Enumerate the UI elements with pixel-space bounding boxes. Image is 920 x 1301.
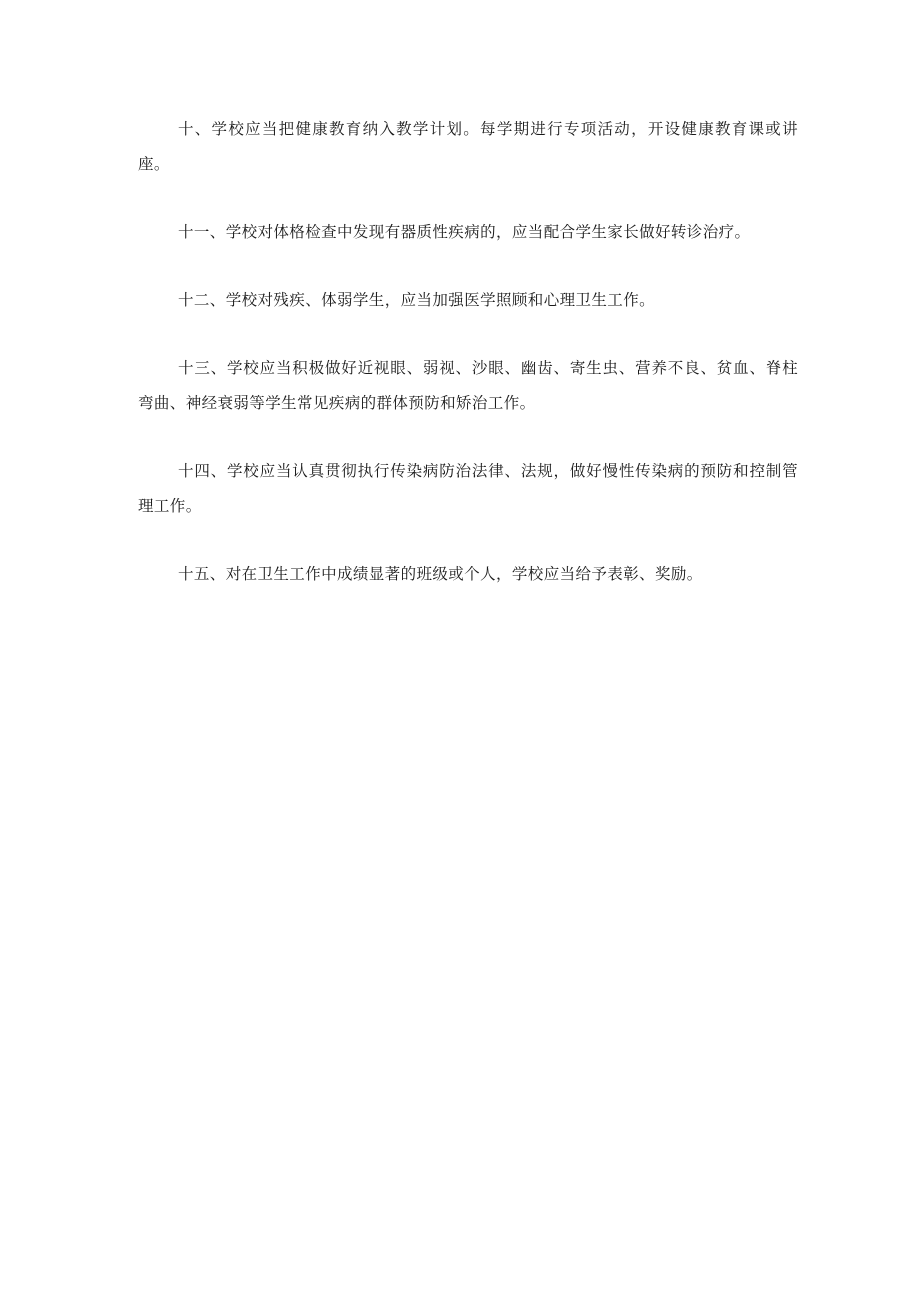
paragraph-article-11: 十一、学校对体格检查中发现有器质性疾病的，应当配合学生家长做好转诊治疗。 — [178, 223, 751, 241]
paragraph-article-13: 十三、学校应当积极做好近视眼、弱视、沙眼、幽齿、寄生虫、营养不良、贫血、脊柱弯曲、神经衰弱等学生常见疾病的群体预防和矫治工作。 — [138, 359, 798, 412]
paragraph-article-14: 十四、学校应当认真贯彻执行传染病防治法律、法规，做好慢性传染病的预防和控制管理工作。 — [138, 462, 798, 515]
paragraph-article-15: 十五、对在卫生工作中成绩显著的班级或个人，学校应当给予表彰、奖励。 — [178, 565, 703, 583]
paragraph-article-12: 十二、学校对残疾、体弱学生，应当加强医学照顾和心理卫生工作。 — [178, 291, 656, 309]
paragraph-article-10: 十、学校应当把健康教育纳入教学计划。每学期进行专项活动，开设健康教育课或讲座。 — [138, 120, 798, 173]
